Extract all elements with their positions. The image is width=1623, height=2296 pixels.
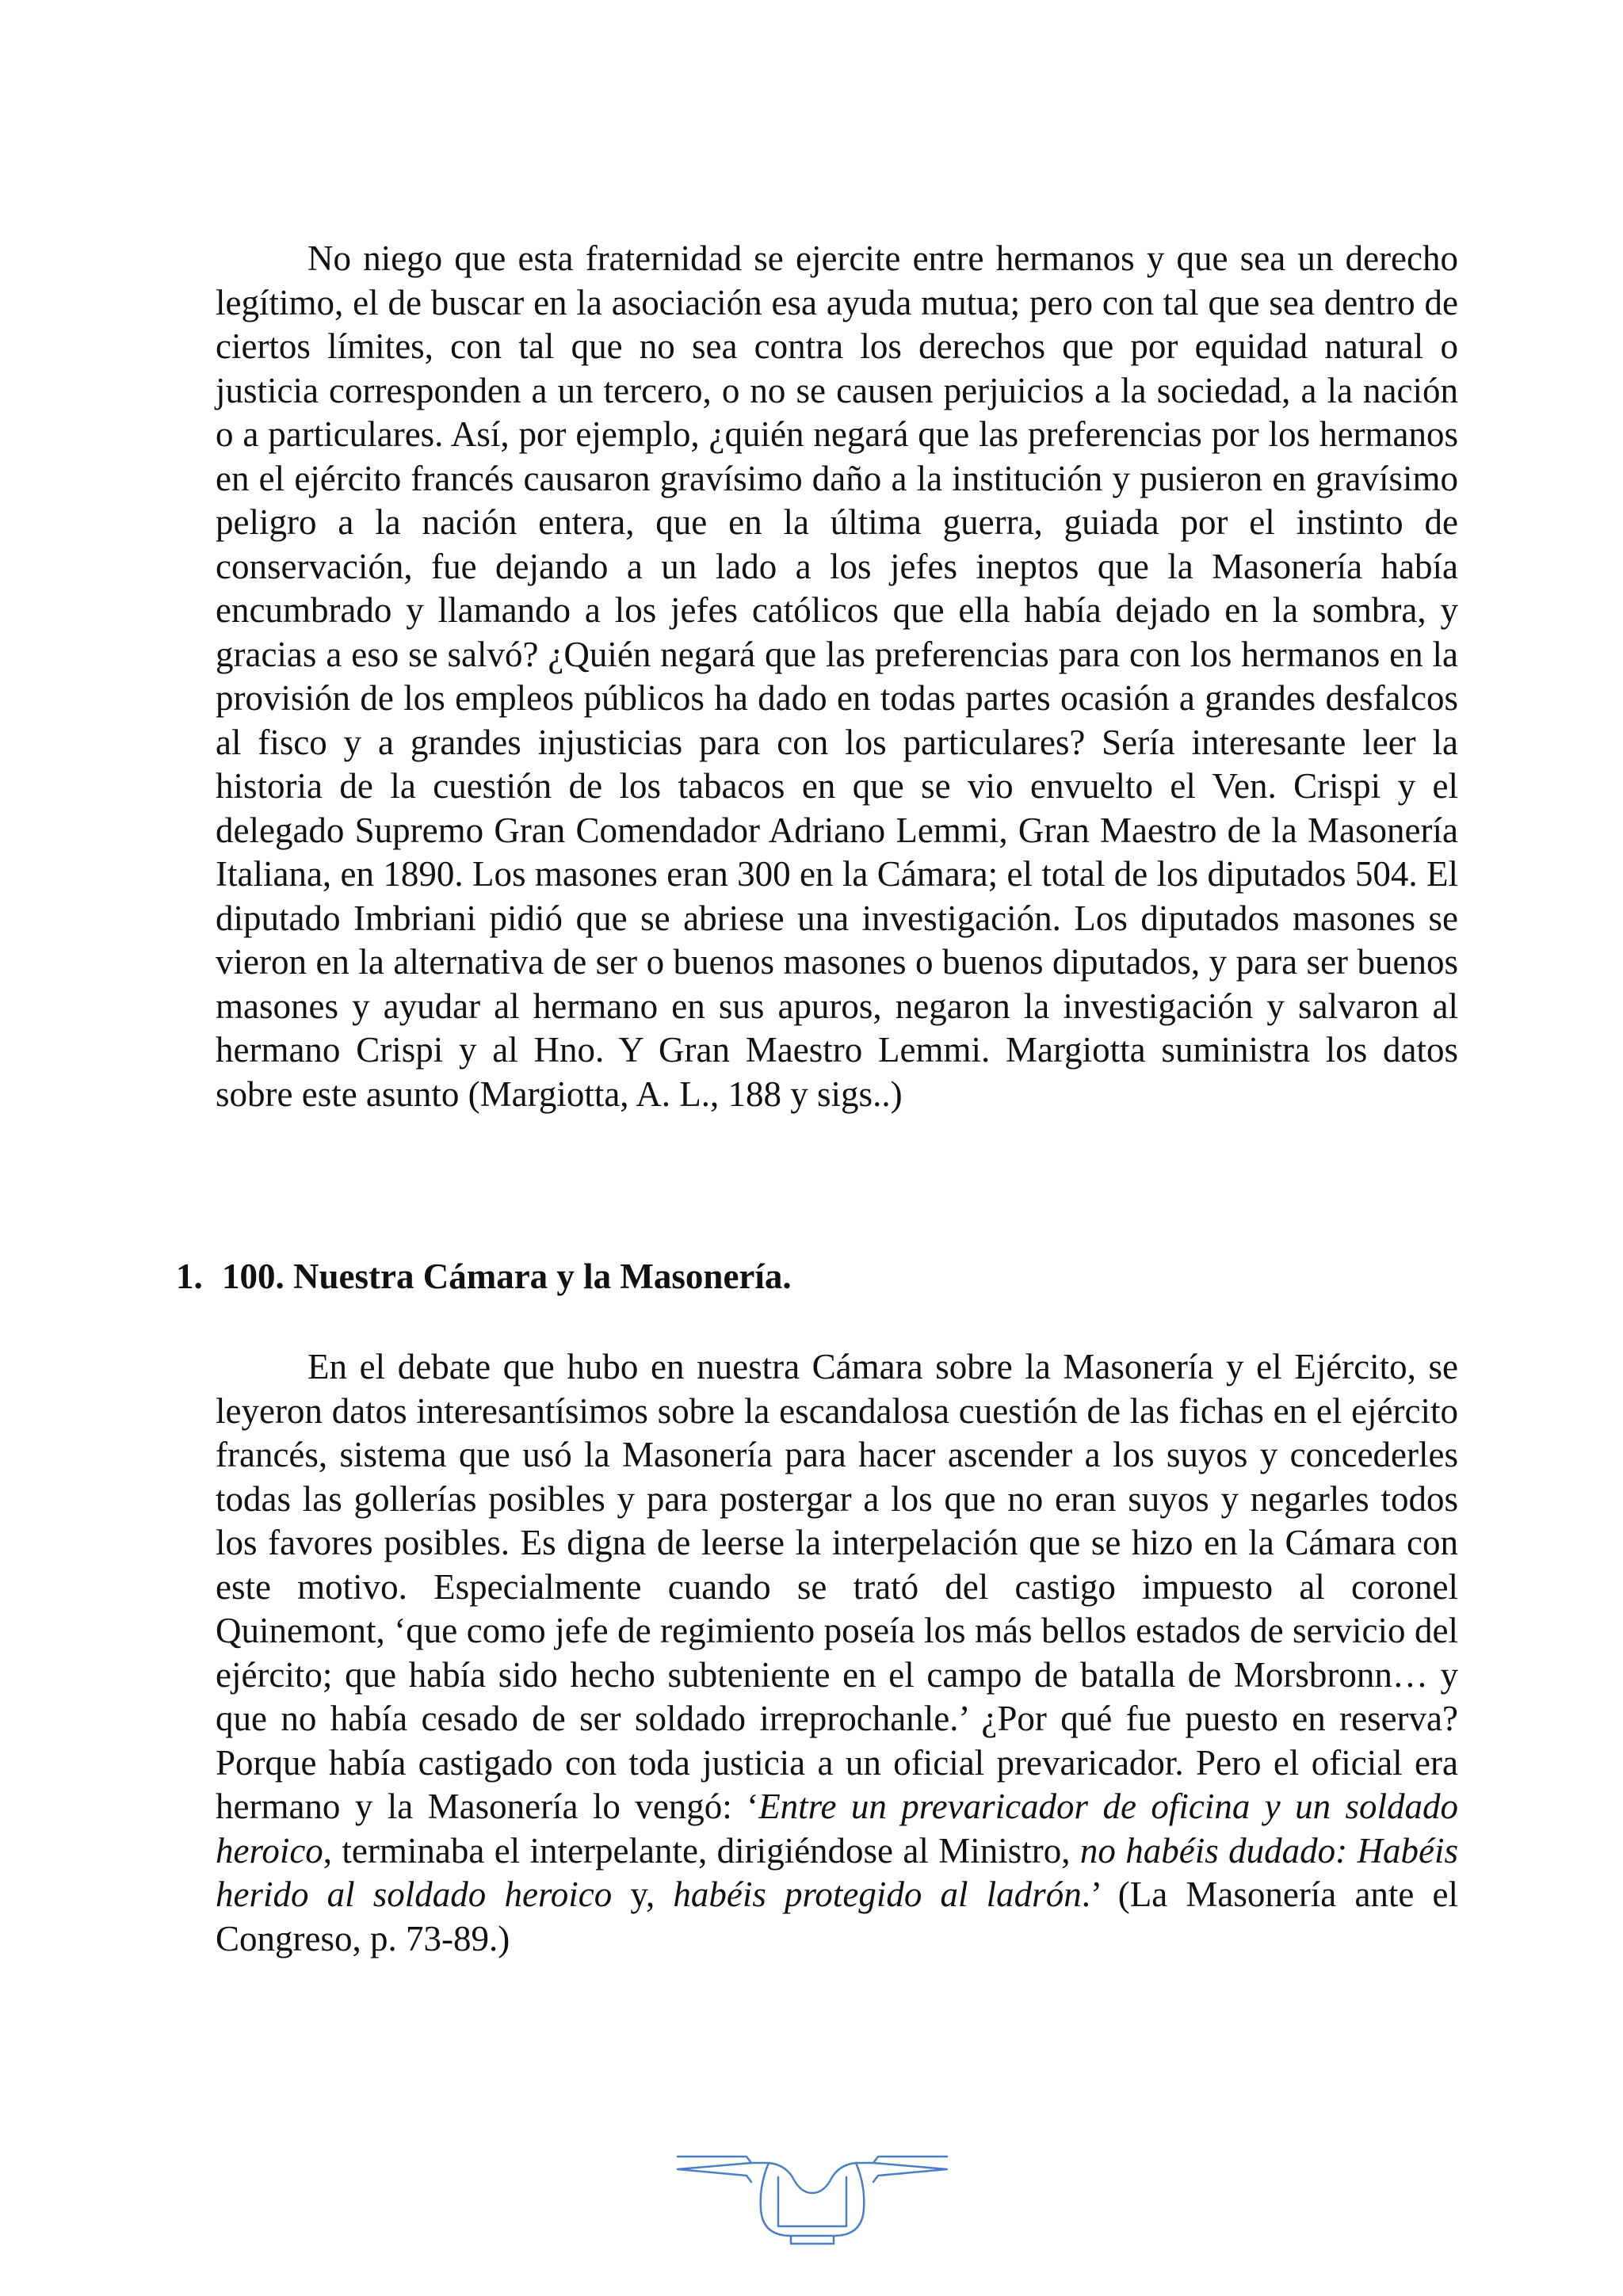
paragraph-1-text: No niego que esta fraternidad se ejercite entre hermanos y que sea un derecho legítimo, el de buscar en la asociación esa ayuda mutua; pero con tal que sea dentro de ciertos límites, con tal que no sea contra los derechos que por equidad natural o justicia corresponden a un tercero, o no se causen perjuicios a la sociedad, a la nación o a particulares. Así, por ejemplo, ¿quién negará que las preferencias por los hermanos en el ejército francés causaron gravísimo daño a la institución y pusieron en gravísimo peligro a la nación entera, que en la última guerra, guiada por el instinto de conservación, fue dejando a un lado a los jefes ineptos que la Masonería había encumbrado y llamando a los jefes católicos que ella había dejado en la sombra, y gracias a eso se salvó? ¿Quién negará que las preferencias para con los hermanos en la provisión de los empleos públicos ha dado en todas partes ocasión a grandes desfalcos al fisco y a grandes injusticias para con los particulares? Sería interesante leer la historia de la cuestión de los tabacos en que se vio envuelto el Ven. Crispi y el delegado Supremo Gran Comendador Adriano Lemmi, Gran Maestro de la Masonería Italiana, en 1890. Los masones eran 300 en la Cámara; el total de los diputados 504. El diputado Imbriani pidió que se abriese una investigación. Los diputados masones se vieron en la alternativa de ser o buenos masones o buenos diputados, y para ser buenos masones y ayudar al hermano en sus apuros, negaron la investigación y salvaron al hermano Crispi y al Hno. Y Gran Maestro Lemmi. Margiotta suministra los datos sobre este asunto (Margiotta, A. L., 188 y sigs..) bbox=[216, 238, 1458, 1114]
decorative-page-ornament-icon bbox=[674, 2153, 951, 2248]
section-title: 100. Nuestra Cámara y la Masonería. bbox=[222, 1257, 792, 1296]
body-paragraph-1 bbox=[216, 237, 1458, 1116]
body-paragraph-2 bbox=[216, 1345, 1458, 1961]
paragraph-2-italic-1: Entre un prevaricador de oficina y un soldado heroico bbox=[216, 1787, 1458, 1871]
paragraph-2-text-1: En el debate que hubo en nuestra Cámara sobre la Masonería y el Ejército, se leyeron datos interesantísimos sobre la escandalosa cuestión de las fichas en el ejército francés, sistema que usó la Masonería para hacer ascender a los suyos y concederles todas las gollerías posibles y para postergar a los que no eran suyos y negarles todos los favores posibles. Es digna de leerse la interpelación que se hizo en la Cámara con este motivo. Especialmente cuando se trató del castigo impuesto al coronel Quinemont, ‘que como jefe de regimiento poseía los más bellos estados de servicio del ejército; que había sido hecho subteniente en el campo de batalla de Morsbronn… y que no había cesado de ser soldado irreprochanle.’ ¿Por qué fue puesto en reserva? Porque había castigado con toda justicia a un oficial prevaricador. Pero el oficial era hermano y la Masonería lo vengó: ‘ bbox=[216, 1347, 1458, 1826]
paragraph-2-text-2: , terminaba el interpelante, dirigiéndose al Ministro, bbox=[323, 1830, 1080, 1871]
paragraph-2-italic-2: no habéis dudado: Habéis herido al soldado heroico bbox=[216, 1830, 1458, 1914]
paragraph-2-text-3: y, bbox=[612, 1875, 674, 1914]
section-number: 1. bbox=[176, 1257, 203, 1296]
paragraph-2-italic-3: habéis protegido al ladrón bbox=[673, 1875, 1082, 1914]
section-heading bbox=[176, 1254, 792, 1299]
paragraph-2-text-4: .’ (La Masonería ante el Congreso, p. 73-89.) bbox=[216, 1875, 1459, 1958]
